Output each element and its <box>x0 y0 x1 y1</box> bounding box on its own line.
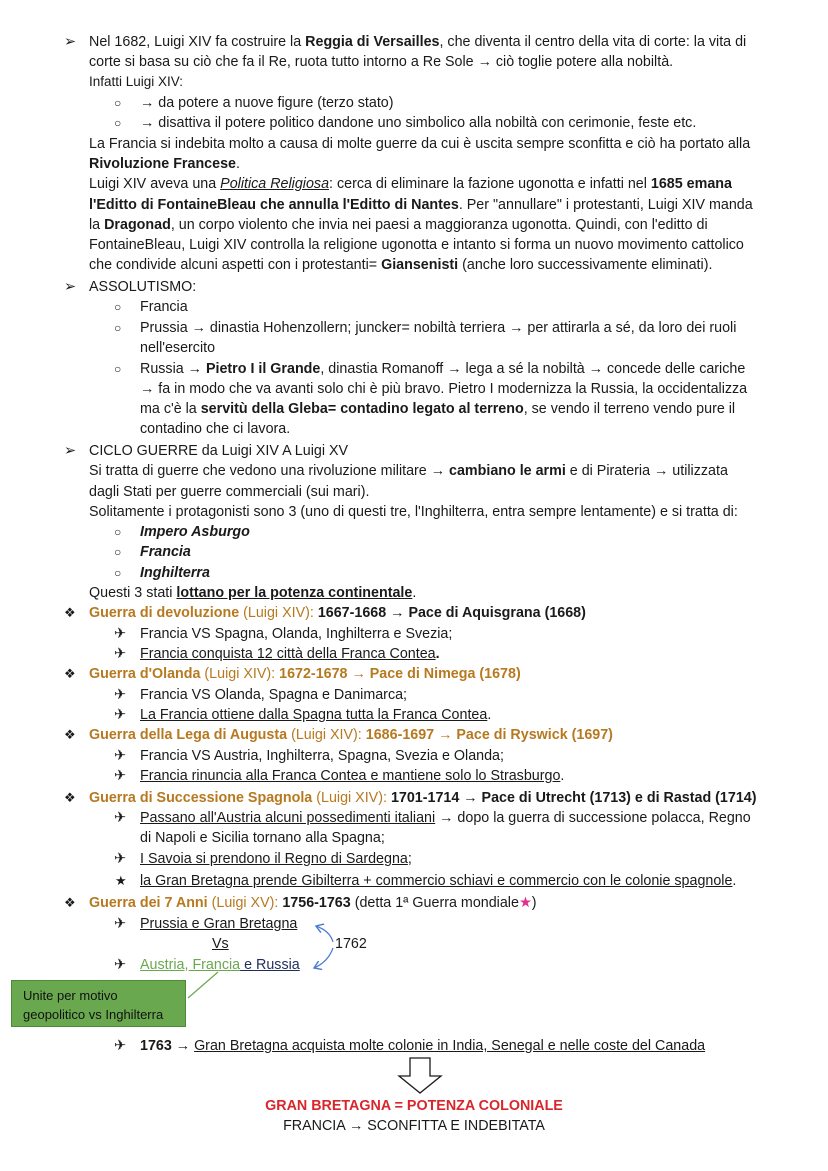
paragraph-line: La Francia si indebita molto a causa di molte guerre da cui è uscita sempre sconfitta e ciò ha portato alla <box>89 136 751 152</box>
bullet-arrowhead: ➢ <box>64 443 76 459</box>
bullet-plane: ✈ <box>114 707 126 723</box>
list-item: contadino che ci lavora. <box>140 421 291 437</box>
bullet-circle: ○ <box>114 96 122 110</box>
bullet-circle: ○ <box>114 545 122 559</box>
bullet-diamond: ❖ <box>64 727 76 742</box>
paragraph-line: Rivoluzione Francese. <box>89 156 240 172</box>
bullet-circle: ○ <box>114 116 122 130</box>
list-item: Impero Asburgo <box>140 524 250 540</box>
war-heading: Guerra della Lega di Augusta (Luigi XIV): 1686-1697 → Pace di Ryswick (1697) <box>89 727 613 743</box>
list-item: Russia → Pietro I il Grande, dinastia Romanoff → lega a sé la nobiltà → concede delle cariche <box>140 361 746 377</box>
list-item: La Francia ottiene dalla Spagna tutta la Franca Contea. <box>140 707 492 723</box>
bullet-plane: ✈ <box>114 957 126 973</box>
list-item: Francia VS Spagna, Olanda, Inghilterra e Svezia; <box>140 626 453 642</box>
list-item: I Savoia si prendono il Regno di Sardegna; <box>140 851 412 867</box>
paragraph-line: FontaineBleau, Luigi XIV controlla la religione ugonotta e intanto si forma un nuovo movimento cattolico <box>89 237 744 253</box>
list-item: Passano all'Austria alcuni possedimenti italiani → dopo la guerra di successione polacca, Regno <box>140 810 751 826</box>
list-item: 1763 → Gran Bretagna acquista molte colonie in India, Senegal e nelle coste del Canada <box>140 1038 706 1054</box>
bullet-diamond: ❖ <box>64 895 76 910</box>
conclusion-subtitle: FRANCIA → SCONFITTA E INDEBITATA <box>283 1118 545 1134</box>
paragraph-line: Questi 3 stati lottano per la potenza continentale. <box>89 585 417 601</box>
paragraph-line: Solitamente i protagonisti sono 3 (uno di questi tre, l'Inghilterra, entra sempre lentamente) e si tratta di: <box>89 504 738 520</box>
list-item: Prussia e Gran Bretagna <box>140 916 298 932</box>
pink-star-icon: ★ <box>518 895 532 911</box>
year-label: 1762 <box>335 936 367 952</box>
bullet-plane: ✈ <box>114 810 126 826</box>
war-heading: Guerra d'Olanda (Luigi XIV): 1672-1678 → Pace di Nimega (1678) <box>89 666 521 682</box>
bullet-circle: ○ <box>114 566 122 580</box>
note-line: Unite per motivo <box>23 988 118 1003</box>
bullet-star: ★ <box>115 873 127 888</box>
list-item: Francia VS Olanda, Spagna e Danimarca; <box>140 687 408 703</box>
note-line: geopolitico vs Inghilterra <box>23 1007 164 1022</box>
war-heading: Guerra di Successione Spagnola (Luigi XIV): 1701-1714 → Pace di Utrecht (1713) e di Rastad (1714) <box>89 790 757 806</box>
bullet-circle: ○ <box>114 362 122 376</box>
bullet-plane: ✈ <box>114 646 126 662</box>
paragraph-line: dagli Stati per guerre commerciali (sui mari). <box>89 484 370 500</box>
down-arrow-icon <box>399 1058 441 1093</box>
note-connector <box>188 972 218 998</box>
section-title: CICLO GUERRE da Luigi XIV A Luigi XV <box>89 443 349 459</box>
bullet-diamond: ❖ <box>64 790 76 805</box>
paragraph-line: Nel 1682, Luigi XIV fa costruire la Reggia di Versailles, che diventa il centro della vita di corte: la vita di <box>89 34 747 50</box>
list-item: Prussia → dinastia Hohenzollern; juncker= nobiltà terriera → per attirarla a sé, da loro dei ruoli <box>140 320 737 336</box>
paragraph-line: Infatti Luigi XIV: <box>89 74 184 89</box>
note-box <box>11 980 186 1027</box>
bullet-diamond: ❖ <box>64 666 76 681</box>
war-heading: Guerra di devoluzione (Luigi XIV): 1667-1668 → Pace di Aquisgrana (1668) <box>89 605 586 621</box>
list-item: di Napoli e Sicilia tornano alla Spagna; <box>140 830 385 846</box>
list-item: → fa in modo che va avanti solo chi è più bravo. Pietro I modernizza la Russia, la occidentalizza <box>140 381 748 397</box>
section-title: ASSOLUTISMO: <box>89 279 197 295</box>
list-item: nell'esercito <box>140 340 216 356</box>
arrow-to-austria <box>314 948 333 968</box>
bullet-arrowhead: ➢ <box>64 34 76 50</box>
bullet-plane: ✈ <box>114 1038 126 1054</box>
list-item: ma c'è la servitù della Gleba= contadino legato al terreno, se vendo il terreno vendo pure il <box>140 401 736 417</box>
bullet-arrowhead: ➢ <box>64 279 76 295</box>
list-item: → disattiva il potere politico dandone uno simbolico alla nobiltà con cerimonie, feste etc. <box>140 115 697 131</box>
war-heading: Guerra dei 7 Anni (Luigi XV): 1756-1763 (detta 1ª Guerra mondiale★) <box>89 895 537 911</box>
bullet-circle: ○ <box>114 525 122 539</box>
list-item: Francia rinuncia alla Franca Contea e mantiene solo lo Strasburgo. <box>140 768 565 784</box>
paragraph-line: la Dragonad, un corpo violento che invia nei paesi a maggioranza ugonotta. Quindi, con l'editto di <box>89 217 708 233</box>
bullet-circle: ○ <box>114 300 122 314</box>
bullet-diamond: ❖ <box>64 605 76 620</box>
paragraph-line: Si tratta di guerre che vedono una rivoluzione militare → cambiano le armi e di Pirateria → utilizzata <box>89 463 728 479</box>
list-item: la Gran Bretagna prende Gibilterra + commercio schiavi e commercio con le colonie spagnole. <box>140 873 737 889</box>
bullet-plane: ✈ <box>114 626 126 642</box>
bullet-plane: ✈ <box>114 687 126 703</box>
arrow-to-prussia <box>316 926 333 942</box>
conclusion-title: GRAN BRETAGNA = POTENZA COLONIALE <box>265 1098 563 1114</box>
list-item: Inghilterra <box>140 565 210 581</box>
bullet-plane: ✈ <box>114 768 126 784</box>
paragraph-line: che condivide alcuni aspetti con i protestanti= Giansenisti (anche loro successivamente eliminati). <box>89 257 713 273</box>
bullet-plane: ✈ <box>114 748 126 764</box>
bullet-circle: ○ <box>114 321 122 335</box>
paragraph-line: corte si basa su ciò che fa il Re, ruota tutto intorno a Re Sole → ciò toglie potere alla nobiltà. <box>89 54 674 70</box>
list-item: Francia conquista 12 città della Franca Contea. <box>140 646 440 662</box>
paragraph-line: l'Editto di FontaineBleau che annulla l'Editto di Nantes. Per "annullare" i protestanti, Luigi XIV manda <box>89 197 753 213</box>
vs-label: Vs <box>212 936 229 952</box>
list-item: → da potere a nuove figure (terzo stato) <box>140 95 394 111</box>
bullet-plane: ✈ <box>114 851 126 867</box>
list-item: Francia <box>140 544 191 560</box>
list-item: Francia <box>140 299 188 315</box>
list-item: Austria, Francia e Russia <box>140 957 300 973</box>
bullet-plane: ✈ <box>114 916 126 932</box>
paragraph-line: Luigi XIV aveva una Politica Religiosa: cerca di eliminare la fazione ugonotta e infatti nel 1685 emana <box>89 176 732 192</box>
list-item: Francia VS Austria, Inghilterra, Spagna, Svezia e Olanda; <box>140 748 504 764</box>
